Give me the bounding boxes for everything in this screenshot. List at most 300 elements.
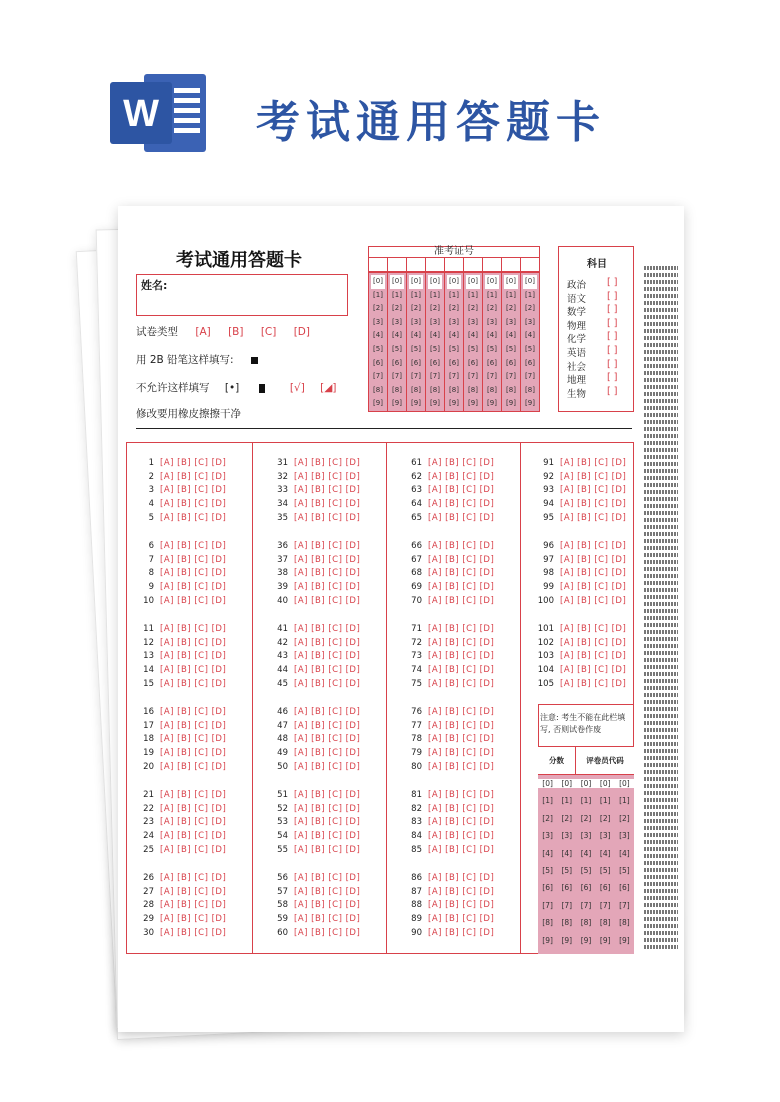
answer-row[interactable]: [136, 707, 226, 717]
answer-row[interactable]: [136, 721, 226, 731]
answer-options[interactable]: [A] [B] [C] [D]: [428, 541, 495, 551]
exam-id-bubble[interactable]: [9]: [392, 399, 402, 408]
answer-options[interactable]: [A] [B] [C] [D]: [160, 817, 227, 828]
exam-id-write-cell[interactable]: [483, 258, 502, 271]
answer-row[interactable]: [404, 928, 494, 938]
answer-row[interactable]: [136, 887, 226, 897]
answer-row[interactable]: [404, 748, 494, 758]
exam-id-bubble[interactable]: [6]: [392, 358, 402, 367]
subject-bubble[interactable]: [ ]: [607, 277, 618, 288]
answer-row[interactable]: [136, 541, 226, 551]
exam-id-bubble[interactable]: [2]: [392, 304, 402, 313]
answer-options[interactable]: [A] [B] [C] [D]: [160, 499, 227, 510]
scoring-bubble[interactable]: [3]: [599, 831, 611, 841]
answer-options[interactable]: [A] [B] [C] [D]: [294, 485, 361, 496]
exam-id-bubble[interactable]: [0]: [504, 275, 518, 289]
exam-id-bubble[interactable]: [1]: [430, 290, 440, 299]
answer-options[interactable]: [A] [B] [C] [D]: [428, 844, 495, 855]
answer-row[interactable]: [270, 734, 360, 744]
answer-options[interactable]: [A] [B] [C] [D]: [294, 790, 361, 800]
exam-id-bubble[interactable]: [8]: [411, 385, 421, 394]
exam-id-bubble[interactable]: [9]: [373, 399, 383, 408]
answer-row[interactable]: [404, 762, 494, 772]
subject-row[interactable]: [567, 331, 631, 345]
answer-row[interactable]: [404, 845, 494, 855]
answer-options[interactable]: [A] [B] [C] [D]: [560, 678, 627, 689]
scoring-bubble[interactable]: [3]: [580, 831, 592, 841]
exam-id-bubble[interactable]: [3]: [506, 317, 516, 326]
exam-id-bubble[interactable]: [7]: [430, 372, 440, 381]
scoring-bubble[interactable]: [1]: [561, 796, 573, 806]
exam-id-bubble[interactable]: [9]: [449, 399, 459, 408]
answer-options[interactable]: [A] [B] [C] [D]: [294, 499, 361, 510]
exam-id-write-cell[interactable]: [407, 258, 426, 271]
exam-id-bubble[interactable]: [8]: [373, 385, 383, 394]
exam-id-bubble[interactable]: [0]: [371, 275, 385, 289]
exam-id-bubble[interactable]: [3]: [468, 317, 478, 326]
answer-options[interactable]: [A] [B] [C] [D]: [428, 873, 495, 883]
exam-id-bubble[interactable]: [0]: [409, 275, 423, 289]
answer-options[interactable]: [A] [B] [C] [D]: [294, 637, 361, 648]
answer-options[interactable]: [A] [B] [C] [D]: [560, 665, 627, 676]
answer-row[interactable]: [404, 707, 494, 717]
answer-options[interactable]: [A] [B] [C] [D]: [294, 678, 361, 689]
exam-id-bubble[interactable]: [9]: [506, 399, 516, 408]
answer-options[interactable]: [A] [B] [C] [D]: [428, 665, 495, 676]
exam-id-write-cell[interactable]: [521, 258, 539, 271]
answer-row[interactable]: [136, 472, 226, 482]
answer-row[interactable]: [270, 499, 360, 509]
exam-id-bubble[interactable]: [4]: [430, 331, 440, 340]
exam-id-bubble[interactable]: [1]: [392, 290, 402, 299]
answer-options[interactable]: [A] [B] [C] [D]: [160, 886, 227, 897]
exam-id-bubble[interactable]: [4]: [506, 331, 516, 340]
scoring-bubble[interactable]: [8]: [619, 918, 630, 928]
answer-row[interactable]: [270, 665, 360, 675]
answer-options[interactable]: [A] [B] [C] [D]: [428, 748, 495, 759]
answer-row[interactable]: [270, 873, 360, 883]
answer-row[interactable]: [136, 748, 226, 758]
exam-id-bubble[interactable]: [6]: [449, 358, 459, 367]
subject-bubble[interactable]: [ ]: [607, 358, 618, 370]
answer-row[interactable]: [270, 541, 360, 551]
exam-id-bubble[interactable]: [1]: [411, 290, 421, 299]
exam-id-bubble[interactable]: [8]: [430, 385, 440, 394]
answer-row[interactable]: [270, 914, 360, 924]
subject-row[interactable]: [567, 372, 631, 386]
exam-id-bubble[interactable]: [2]: [468, 304, 478, 313]
scoring-bubble[interactable]: [7]: [561, 900, 573, 910]
exam-id-bubble[interactable]: [7]: [411, 372, 421, 381]
answer-options[interactable]: [A] [B] [C] [D]: [428, 595, 495, 606]
exam-id-bubble[interactable]: [8]: [487, 385, 497, 394]
exam-id-bubble[interactable]: [7]: [487, 372, 497, 381]
exam-id-bubble[interactable]: [2]: [411, 304, 421, 313]
exam-id-bubble[interactable]: [6]: [468, 358, 478, 367]
answer-options[interactable]: [A] [B] [C] [D]: [160, 900, 227, 911]
answer-options[interactable]: [A] [B] [C] [D]: [428, 512, 495, 523]
answer-row[interactable]: [536, 513, 626, 523]
scoring-bubble[interactable]: [8]: [561, 918, 573, 928]
exam-id-write-cell[interactable]: [388, 258, 407, 271]
exam-id-bubble[interactable]: [9]: [487, 399, 497, 408]
answer-options[interactable]: [A] [B] [C] [D]: [428, 554, 495, 565]
exam-id-bubble[interactable]: [8]: [525, 385, 535, 394]
answer-row[interactable]: [136, 831, 226, 841]
answer-row[interactable]: [270, 651, 360, 661]
answer-row[interactable]: [136, 638, 226, 648]
scoring-bubble[interactable]: [3]: [561, 831, 573, 841]
exam-id-bubble[interactable]: [9]: [525, 399, 535, 408]
subject-row[interactable]: [567, 277, 631, 291]
answer-options[interactable]: [A] [B] [C] [D]: [160, 790, 227, 800]
exam-id-bubble[interactable]: [1]: [373, 290, 383, 299]
answer-options[interactable]: [A] [B] [C] [D]: [294, 541, 361, 551]
answer-row[interactable]: [270, 707, 360, 717]
answer-row[interactable]: [536, 665, 626, 675]
scoring-bubble[interactable]: [9]: [561, 935, 573, 945]
exam-id-bubble[interactable]: [7]: [468, 372, 478, 381]
answer-options[interactable]: [A] [B] [C] [D]: [294, 914, 361, 925]
answer-row[interactable]: [536, 568, 626, 578]
subject-bubble[interactable]: [ ]: [607, 317, 618, 329]
scoring-bubble[interactable]: [3]: [619, 831, 630, 841]
answer-row[interactable]: [136, 582, 226, 592]
subject-row[interactable]: [567, 386, 631, 400]
answer-row[interactable]: [270, 638, 360, 648]
answer-row[interactable]: [270, 748, 360, 758]
answer-options[interactable]: [A] [B] [C] [D]: [560, 637, 627, 648]
answer-options[interactable]: [A] [B] [C] [D]: [294, 817, 361, 828]
answer-options[interactable]: [A] [B] [C] [D]: [294, 458, 361, 468]
exam-id-bubble[interactable]: [5]: [430, 344, 440, 353]
exam-id-bubble[interactable]: [4]: [373, 331, 383, 340]
answer-row[interactable]: [136, 665, 226, 675]
answer-options[interactable]: [A] [B] [C] [D]: [160, 568, 227, 579]
name-field[interactable]: [136, 274, 348, 316]
answer-options[interactable]: [A] [B] [C] [D]: [428, 720, 495, 731]
exam-id-bubble[interactable]: [8]: [506, 385, 516, 394]
answer-row[interactable]: [404, 555, 494, 565]
exam-id-bubble[interactable]: [5]: [525, 344, 535, 353]
exam-id-bubble[interactable]: [9]: [411, 399, 421, 408]
answer-options[interactable]: [A] [B] [C] [D]: [560, 485, 627, 496]
answer-row[interactable]: [536, 638, 626, 648]
answer-row[interactable]: [136, 734, 226, 744]
answer-row[interactable]: [536, 679, 626, 689]
answer-row[interactable]: [136, 845, 226, 855]
answer-options[interactable]: [A] [B] [C] [D]: [428, 817, 495, 828]
answer-row[interactable]: [404, 582, 494, 592]
scoring-bubble[interactable]: [9]: [542, 935, 553, 945]
exam-id-bubble[interactable]: [0]: [390, 275, 404, 289]
answer-row[interactable]: [404, 638, 494, 648]
answer-row[interactable]: [136, 596, 226, 606]
answer-options[interactable]: [A] [B] [C] [D]: [428, 927, 495, 938]
answer-options[interactable]: [A] [B] [C] [D]: [560, 512, 627, 523]
answer-row[interactable]: [536, 596, 626, 606]
answer-row[interactable]: [404, 734, 494, 744]
scoring-bubble[interactable]: [5]: [561, 866, 573, 875]
exam-id-bubble[interactable]: [4]: [468, 331, 478, 340]
answer-row[interactable]: [270, 568, 360, 578]
answer-options[interactable]: [A] [B] [C] [D]: [428, 831, 495, 842]
answer-options[interactable]: [A] [B] [C] [D]: [294, 554, 361, 565]
exam-id-write-cell[interactable]: [445, 258, 464, 271]
exam-id-bubble[interactable]: [7]: [506, 372, 516, 381]
answer-row[interactable]: [404, 721, 494, 731]
scoring-bubble[interactable]: [4]: [580, 848, 592, 858]
answer-options[interactable]: [A] [B] [C] [D]: [160, 665, 227, 676]
exam-id-bubble[interactable]: [2]: [449, 304, 459, 313]
answer-options[interactable]: [A] [B] [C] [D]: [428, 803, 495, 814]
answer-options[interactable]: [A] [B] [C] [D]: [560, 541, 627, 551]
answer-row[interactable]: [270, 721, 360, 731]
answer-row[interactable]: [536, 582, 626, 592]
answer-options[interactable]: [A] [B] [C] [D]: [560, 568, 627, 579]
exam-id-bubble[interactable]: [8]: [449, 385, 459, 394]
answer-options[interactable]: [A] [B] [C] [D]: [294, 624, 361, 634]
scoring-bubble[interactable]: [0]: [596, 779, 615, 788]
answer-options[interactable]: [A] [B] [C] [D]: [294, 900, 361, 911]
exam-id-bubble[interactable]: [5]: [506, 344, 516, 353]
answer-row[interactable]: [536, 485, 626, 495]
answer-options[interactable]: [A] [B] [C] [D]: [160, 554, 227, 565]
answer-row[interactable]: [404, 831, 494, 841]
answer-options[interactable]: [A] [B] [C] [D]: [428, 707, 495, 717]
paper-type-option[interactable]: [C]: [260, 326, 277, 338]
answer-options[interactable]: [A] [B] [C] [D]: [294, 844, 361, 855]
exam-id-bubble[interactable]: [3]: [392, 317, 402, 326]
exam-id-bubble[interactable]: [5]: [468, 344, 478, 353]
exam-id-bubble[interactable]: [5]: [411, 344, 421, 353]
exam-id-bubble[interactable]: [1]: [449, 290, 459, 299]
exam-id-bubble[interactable]: [6]: [506, 358, 516, 367]
scoring-bubble[interactable]: [5]: [599, 866, 611, 875]
answer-options[interactable]: [A] [B] [C] [D]: [294, 651, 361, 662]
scoring-bubble[interactable]: [7]: [542, 900, 553, 910]
answer-row[interactable]: [270, 679, 360, 689]
exam-id-bubble[interactable]: [2]: [487, 304, 497, 313]
answer-options[interactable]: [A] [B] [C] [D]: [160, 512, 227, 523]
answer-options[interactable]: [A] [B] [C] [D]: [428, 471, 495, 482]
answer-row[interactable]: [270, 596, 360, 606]
exam-id-bubble[interactable]: [6]: [411, 358, 421, 367]
answer-row[interactable]: [136, 928, 226, 938]
exam-id-bubble[interactable]: [0]: [466, 275, 480, 289]
subject-row[interactable]: [567, 304, 631, 318]
scoring-bubble[interactable]: [9]: [599, 935, 611, 945]
answer-row[interactable]: [404, 596, 494, 606]
exam-id-bubble[interactable]: [6]: [487, 358, 497, 367]
answer-options[interactable]: [A] [B] [C] [D]: [294, 720, 361, 731]
exam-id-write-cell[interactable]: [464, 258, 483, 271]
answer-row[interactable]: [404, 900, 494, 910]
exam-id-bubble[interactable]: [7]: [392, 372, 402, 381]
subject-row[interactable]: [567, 291, 631, 305]
exam-id-bubble[interactable]: [9]: [430, 399, 440, 408]
exam-id-bubble[interactable]: [2]: [506, 304, 516, 313]
exam-id-bubble[interactable]: [7]: [525, 372, 535, 381]
exam-id-bubble[interactable]: [0]: [428, 275, 442, 289]
exam-id-bubble[interactable]: [3]: [373, 317, 383, 326]
scoring-bubble[interactable]: [7]: [599, 900, 611, 910]
exam-id-bubble[interactable]: [6]: [525, 358, 535, 367]
answer-row[interactable]: [270, 928, 360, 938]
paper-type-option[interactable]: [B]: [228, 326, 244, 338]
answer-options[interactable]: [A] [B] [C] [D]: [428, 582, 495, 593]
answer-options[interactable]: [A] [B] [C] [D]: [160, 485, 227, 496]
exam-id-bubble[interactable]: [9]: [468, 399, 478, 408]
exam-id-bubble[interactable]: [2]: [525, 304, 535, 313]
answer-row[interactable]: [536, 458, 626, 468]
answer-options[interactable]: [A] [B] [C] [D]: [560, 595, 627, 606]
exam-id-bubble[interactable]: [5]: [449, 344, 459, 353]
answer-options[interactable]: [A] [B] [C] [D]: [160, 678, 227, 689]
exam-id-bubble[interactable]: [1]: [506, 290, 516, 299]
answer-row[interactable]: [270, 762, 360, 772]
answer-options[interactable]: [A] [B] [C] [D]: [560, 458, 627, 468]
answer-row[interactable]: [536, 651, 626, 661]
answer-row[interactable]: [404, 873, 494, 883]
answer-row[interactable]: [270, 790, 360, 800]
answer-row[interactable]: [404, 568, 494, 578]
exam-id-bubble[interactable]: [2]: [373, 304, 383, 313]
answer-options[interactable]: [A] [B] [C] [D]: [160, 651, 227, 662]
exam-id-bubble[interactable]: [6]: [430, 358, 440, 367]
subject-bubble[interactable]: [ ]: [607, 304, 618, 316]
scoring-bubble[interactable]: [5]: [542, 866, 553, 875]
answer-options[interactable]: [A] [B] [C] [D]: [294, 665, 361, 676]
scoring-bubble[interactable]: [5]: [619, 866, 630, 875]
answer-row[interactable]: [270, 485, 360, 495]
scoring-bubble[interactable]: [1]: [542, 796, 553, 806]
exam-id-bubble[interactable]: [7]: [373, 372, 383, 381]
answer-options[interactable]: [A] [B] [C] [D]: [294, 595, 361, 606]
answer-options[interactable]: [A] [B] [C] [D]: [294, 886, 361, 897]
answer-options[interactable]: [A] [B] [C] [D]: [160, 734, 227, 745]
answer-row[interactable]: [270, 831, 360, 841]
answer-options[interactable]: [A] [B] [C] [D]: [160, 803, 227, 814]
answer-options[interactable]: [A] [B] [C] [D]: [160, 637, 227, 648]
answer-row[interactable]: [136, 485, 226, 495]
subject-bubble[interactable]: [ ]: [607, 331, 618, 343]
answer-row[interactable]: [270, 555, 360, 565]
answer-options[interactable]: [A] [B] [C] [D]: [160, 624, 227, 634]
subject-bubble[interactable]: [ ]: [607, 385, 618, 397]
scoring-bubble[interactable]: [1]: [580, 796, 592, 806]
answer-row[interactable]: [136, 914, 226, 924]
exam-id-bubble[interactable]: [1]: [487, 290, 497, 299]
answer-options[interactable]: [A] [B] [C] [D]: [160, 595, 227, 606]
answer-options[interactable]: [A] [B] [C] [D]: [294, 582, 361, 593]
answer-options[interactable]: [A] [B] [C] [D]: [294, 803, 361, 814]
scoring-bubble[interactable]: [2]: [561, 813, 573, 823]
answer-row[interactable]: [270, 900, 360, 910]
exam-id-bubble[interactable]: [3]: [430, 317, 440, 326]
exam-id-bubble[interactable]: [0]: [523, 275, 537, 289]
scoring-bubble[interactable]: [2]: [580, 813, 592, 823]
exam-id-bubble[interactable]: [5]: [373, 344, 383, 353]
exam-id-bubble[interactable]: [3]: [487, 317, 497, 326]
answer-row[interactable]: [404, 513, 494, 523]
answer-options[interactable]: [A] [B] [C] [D]: [294, 707, 361, 717]
answer-options[interactable]: [A] [B] [C] [D]: [160, 582, 227, 593]
subject-row[interactable]: [567, 318, 631, 332]
answer-options[interactable]: [A] [B] [C] [D]: [160, 914, 227, 925]
answer-row[interactable]: [270, 582, 360, 592]
answer-options[interactable]: [A] [B] [C] [D]: [428, 499, 495, 510]
answer-row[interactable]: [404, 651, 494, 661]
exam-id-bubble[interactable]: [3]: [449, 317, 459, 326]
subject-row[interactable]: [567, 345, 631, 359]
exam-id-bubble[interactable]: [6]: [373, 358, 383, 367]
answer-options[interactable]: [A] [B] [C] [D]: [160, 471, 227, 482]
answer-options[interactable]: [A] [B] [C] [D]: [294, 471, 361, 482]
answer-options[interactable]: [A] [B] [C] [D]: [428, 458, 495, 468]
answer-row[interactable]: [404, 679, 494, 689]
answer-options[interactable]: [A] [B] [C] [D]: [294, 831, 361, 842]
scoring-bubble[interactable]: [0]: [557, 779, 576, 788]
answer-row[interactable]: [404, 804, 494, 814]
answer-options[interactable]: [A] [B] [C] [D]: [560, 554, 627, 565]
scoring-bubble[interactable]: [2]: [542, 813, 553, 823]
scoring-bubble[interactable]: [4]: [599, 848, 611, 858]
scoring-bubble[interactable]: [6]: [599, 883, 611, 893]
answer-row[interactable]: [404, 472, 494, 482]
answer-row[interactable]: [136, 804, 226, 814]
exam-id-bubble[interactable]: [3]: [525, 317, 535, 326]
exam-id-bubble[interactable]: [5]: [392, 344, 402, 353]
answer-row[interactable]: [136, 499, 226, 509]
answer-row[interactable]: [270, 458, 360, 468]
exam-id-bubble[interactable]: [0]: [447, 275, 461, 289]
answer-row[interactable]: [136, 568, 226, 578]
scoring-bubble[interactable]: [4]: [542, 848, 553, 858]
answer-row[interactable]: [536, 499, 626, 509]
answer-row[interactable]: [536, 472, 626, 482]
scoring-bubble[interactable]: [8]: [542, 918, 553, 928]
answer-row[interactable]: [136, 555, 226, 565]
answer-options[interactable]: [A] [B] [C] [D]: [428, 734, 495, 745]
subject-bubble[interactable]: [ ]: [607, 372, 618, 384]
answer-options[interactable]: [A] [B] [C] [D]: [160, 927, 227, 938]
answer-row[interactable]: [404, 665, 494, 675]
scoring-bubble[interactable]: [2]: [619, 813, 630, 823]
exam-id-bubble[interactable]: [4]: [449, 331, 459, 340]
exam-id-bubble[interactable]: [4]: [411, 331, 421, 340]
answer-options[interactable]: [A] [B] [C] [D]: [428, 900, 495, 911]
answer-options[interactable]: [A] [B] [C] [D]: [428, 761, 495, 772]
answer-row[interactable]: [536, 624, 626, 634]
exam-id-bubble[interactable]: [3]: [411, 317, 421, 326]
scoring-bubble[interactable]: [4]: [619, 848, 630, 858]
exam-id-write-row[interactable]: [368, 258, 540, 272]
exam-id-bubble[interactable]: [8]: [468, 385, 478, 394]
scoring-bubble[interactable]: [2]: [599, 813, 611, 823]
scoring-bubble[interactable]: [3]: [542, 831, 553, 841]
answer-options[interactable]: [A] [B] [C] [D]: [160, 844, 227, 855]
answer-row[interactable]: [536, 555, 626, 565]
answer-row[interactable]: [270, 845, 360, 855]
answer-options[interactable]: [A] [B] [C] [D]: [160, 873, 227, 883]
answer-row[interactable]: [136, 458, 226, 468]
answer-options[interactable]: [A] [B] [C] [D]: [294, 873, 361, 883]
answer-options[interactable]: [A] [B] [C] [D]: [428, 790, 495, 800]
answer-row[interactable]: [404, 485, 494, 495]
answer-row[interactable]: [136, 679, 226, 689]
scoring-bubble[interactable]: [0]: [615, 779, 634, 788]
